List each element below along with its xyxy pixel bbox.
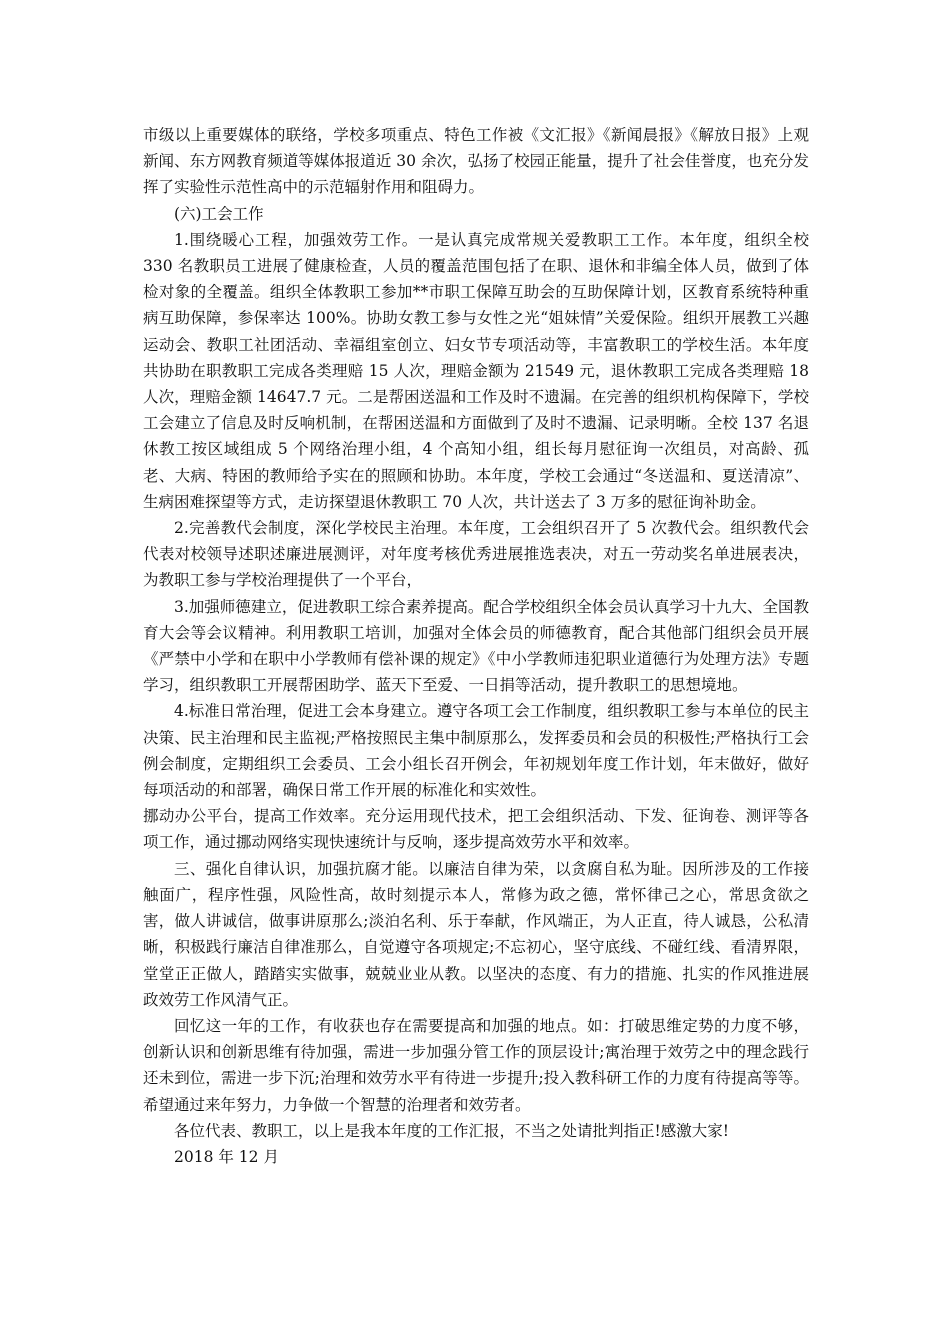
paragraph-media-outreach: 市级以上重要媒体的联络，学校多项重点、特色工作被《文汇报》《新闻晨报》《解放日报》上观新闻、东方网教育频道等媒体报道近 30 余次，弘扬了校园正能量，提升了社会佳誉度，也充分发挥了实验性示范性高中的示范辐射作用和阻碍力。 [143,126,809,197]
paragraph-daily-governance: 4.标准日常治理，促进工会本身建立。遵守各项工会工作制度，组织教职工参与本单位的民主决策、民主治理和民主监视;严格按照民主集中制原那么，发挥委员和会员的积极性;严格执行工会例会制度，定期组织工会委员、工会小组长召开例会，年初规划年度工作计划，年末做好，做好每项活动的和部署，确保日常工作开展的标准化和实效性。 [143,702,809,800]
paragraph-self-discipline: 三、强化自律认识，加强抗腐才能。以廉洁自律为荣，以贪腐自私为耻。因所涉及的工作接触面广，程序性强，风险性高，故时刻提示本人，常修为政之德，常怀律己之心，常思贪欲之害，做人讲诚信，做事讲原那么;淡泊名利、乐于奉献，作风端正，为人正直，待人诚恳，公私清晰，积极践行廉洁自律准那么，自觉遵守各项规定;不忘初心，坚守底线、不碰红线、看清界限，堂堂正正做人，踏踏实实做事，兢兢业业从教。以坚决的态度、有力的措施、扎实的作风推进展政效劳工作风清气正。 [143,859,809,1009]
paragraph-mobile-office: 挪动办公平台，提高工作效率。充分运用现代技术，把工会组织活动、下发、征询卷、测评等各项工作，通过挪动网络实现快速统计与反响，逐步提高效劳水平和效率。 [143,807,809,852]
section-heading-union-work: (六)工会工作 [174,204,264,223]
document-date: 2018 年 12 月 [174,1147,279,1166]
paragraph-congress-system: 2.完善教代会制度，深化学校民主治理。本年度，工会组织召开了 5 次教代会。组织教代会代表对校领导述职述廉进展测评，对年度考核优秀进展推选表决，对五一劳动奖名单进展表决，为教职工参与学校治理提供了一个平台， [143,519,809,590]
paragraph-closing: 各位代表、教职工，以上是我本年度的工作汇报，不当之处请批判指正!感激大家! [174,1121,729,1140]
paragraph-warm-heart-project: 1.围绕暖心工程，加强效劳工作。一是认真完成常规关爱教职工工作。本年度，组织全校 330 名教职员工进展了健康检查，人员的覆盖范围包括了在职、退休和非编全体人员，做到了体检对象的全覆盖。组织全体教职工参加**市职工保障互助会的互助保障计划，区教育系统特种重病互助保障，参保率达 100%。协助女教工参与女性之光“姐妹情”关爱保险。组织开展教工兴趣运动会、教职工社团活动、幸福组室创立、妇女节专项活动等，丰富教职工的学校生活。本年度共协助在职教职工完成各类理赔 15 人次，理赔金额为 21549 元，退休教职工完成各类理赔 18 人次，理赔金额 14647.7 元。二是帮困送温和工作及时不遗漏。在完善的组织机构保障下，学校工会建立了信息及时反响机制，在帮困送温和方面做到了及时不遗漏、记录明晰。全校 137 名退休教工按区域组成 5 个网络治理小组，4 个高知小组，组长每月慰征询一次组员，对高龄、孤老、大病、特困的教师给予实在的照顾和协助。本年度，学校工会通过“冬送温和、夏送清凉”、生病困难探望等方式，走访探望退休教职工 70 人次，共计送去了 3 万多的慰征询补助金。 [143,230,809,511]
paragraph-review: 回忆这一年的工作，有收获也存在需要提高和加强的地点。如：打破思维定势的力度不够，创新认识和创新思维有待加强，需进一步加强分管工作的顶层设计;寓治理于效劳之中的理念践行还未到位，需进一步下沉;治理和效劳水平有待进一步提升;投入教科研工作的力度有待提高等等。希望通过来年努力，力争做一个智慧的治理者和效劳者。 [143,1016,809,1114]
document-page [143,122,809,1170]
paragraph-teacher-ethics: 3.加强师德建立，促进教职工综合素养提高。配合学校组织全体会员认真学习十九大、全国教育大会等会议精神。利用教职工培训，加强对全体会员的师德教育，配合其他部门组织会员开展《严禁中小学和在职中小学教师有偿补课的规定》《中小学教师违犯职业道德行为处理方法》专题学习，组织教职工开展帮困助学、蓝天下至爱、一日捐等活动，提升教职工的思想境地。 [143,597,809,695]
